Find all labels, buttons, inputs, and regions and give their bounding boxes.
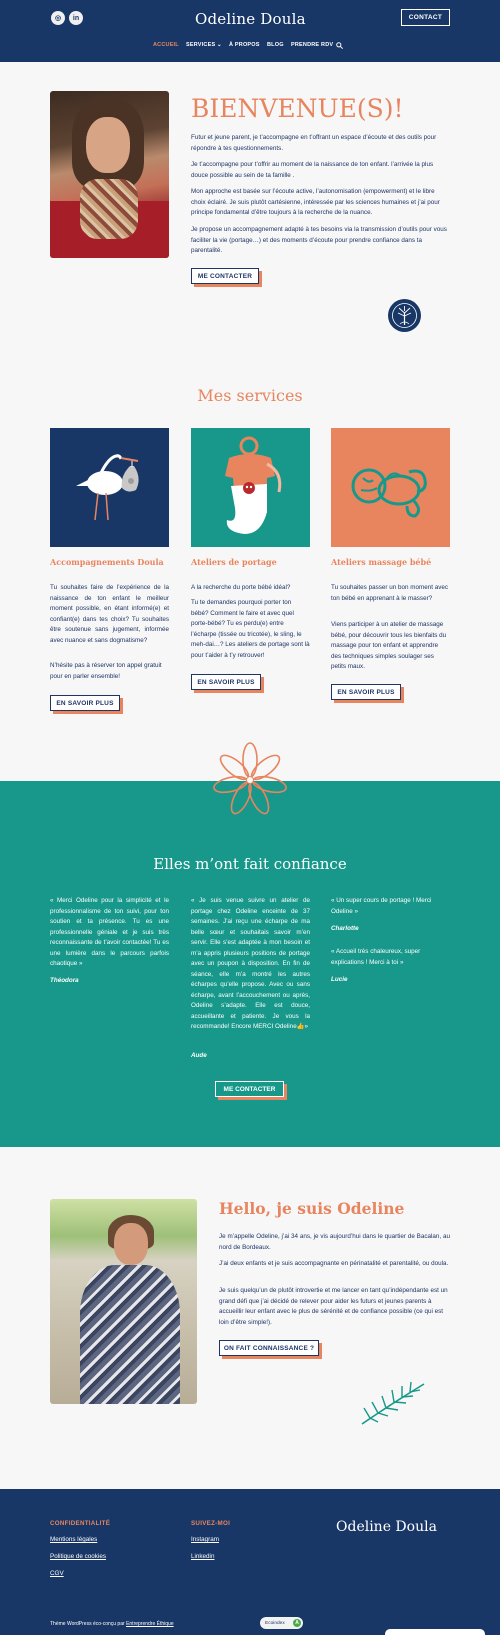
site-header [0, 0, 500, 62]
service-description: Viens participer à un atelier de massage bébé, pour découvrir tous les bienfaits du massage pour ton enfant et apprendre des techniques simples soulager ses petits maux. [331, 621, 447, 670]
nav-item-services[interactable]: SERVICES ⌄ [186, 42, 222, 48]
about-paragraph: Je m’appelle Odeline, j’ai 34 ans, je vis aujourd’hui dans le quartier de Bacalan, au nord de Bordeaux. [219, 1233, 450, 1251]
service-description: Tu souhaites faire de l’expérience de la naissance de ton enfant le meilleur moment possible, en étant informé(e) et confiant(e) dans tes choix? Tu souhaites être soutenue sans jugement, informée avec nuance et sans dogmatisme? [50, 584, 169, 644]
me-contacter-button[interactable]: ME CONTACTER [191, 268, 259, 284]
footer-link-cgv[interactable]: CGV [50, 1570, 64, 1577]
about-paragraph: J’ai deux enfants et je suis accompagnante en périnatalité et parentalité, ou doula. [219, 1260, 449, 1267]
footer-link-mentions[interactable]: Mentions légales [50, 1536, 98, 1543]
welcome-paragraph: Mon approche est basée sur l’écoute active, l’autonomisation (empowerment) et le libre choix éclairé. Je suis plutôt cartésienne, intéressée par les sciences humaines et j’ai pour principe fondamental d’être toujours à la recherche de la nuance. [191, 188, 440, 216]
contact-button[interactable]: CONTACT [401, 9, 450, 26]
testimonial-author: Lucie [331, 976, 348, 983]
on-fait-connaissance-button[interactable]: ON FAIT CONNAISSANCE ? [219, 1340, 319, 1356]
ecoindex-badge[interactable]: Ecoindex A [260, 1617, 303, 1629]
tree-logo-icon [388, 299, 421, 332]
odeline-babywearing-image [50, 1199, 197, 1404]
baby-carrier-illustration[interactable] [191, 428, 310, 547]
testimonial-text: « Accueil très chaleureux, super explications ! Merci à toi » [331, 948, 421, 966]
welcome-title: BIENVENUE(S)! [191, 94, 404, 123]
testimonial-text: « Je suis venue suivre un atelier de portage chez Odeline enceinte de 37 semaines. J’ai reçu une écharpe de ma belle sœur et souhaitais savoir m’en servir. Elle s’est adaptée à mon besoin et m’a appris plusieurs positions de portage avec un poupon à disposition. En fin de séance, elle m’a montré les autres écharpes qu’elle propose. Avec ou sans écharpe, avant l’accouchement ou après, Odeline s’adapte. Elle est douce, accueillante et patiente. Je vous la recommande! Encore MERCI Odeline👍» [191, 897, 310, 1030]
cookie-banner-edge[interactable] [385, 1629, 485, 1635]
about-paragraph: Je suis quelqu’un de plutôt introvertie et me lancer en tant qu’indépendante est un grand défi que j’ai décidé de relever pour aider les futurs et jeunes parents à accueillir leur enfant avec le plus de sérénité et de confiance possible (ce qui est loin d’être simple!). [219, 1287, 448, 1326]
footer-logo[interactable]: Odeline Doula [336, 1519, 437, 1535]
testimonial-author: Aude [191, 1052, 207, 1059]
footer-heading: CONFIDENTIALITÉ [50, 1520, 111, 1527]
credit-link[interactable]: Entreprendre Éthique [126, 1621, 174, 1627]
service-description: Tu te demandes pourquoi porter ton bébé? Comment le faire et avec quel porte-bébé? Tu es perdu(e) entre l’écharpe (tissée ou tricotée), le sling, le meh-dai…? Les ateliers de portage sont là pour t’aider à t’y retrouver! [191, 599, 310, 659]
service-title-doula[interactable]: Accompagnements Doula [50, 557, 164, 567]
flower-icon [207, 740, 293, 820]
service-title-portage[interactable]: Ateliers de portage [191, 557, 277, 567]
search-icon[interactable] [336, 42, 343, 49]
en-savoir-plus-button[interactable]: EN SAVOIR PLUS [191, 674, 261, 690]
service-description: A la recherche du porte bébé idéal? [191, 584, 291, 591]
footer-credit: Thème WordPress éco-conçu par Entreprendre Éthique [50, 1621, 174, 1627]
service-description: N’hésite pas à réserver ton appel gratuit pour en parler ensemble! [50, 662, 162, 680]
nav-item-prendre-rdv[interactable]: PRENDRE RDV [291, 42, 334, 48]
en-savoir-plus-button[interactable]: EN SAVOIR PLUS [331, 684, 401, 700]
nav-item-accueil[interactable]: ACCUEIL [153, 42, 179, 48]
ecoindex-grade: A [293, 1619, 301, 1627]
footer-link-instagram[interactable]: Instagram [191, 1536, 219, 1543]
footer-link-linkedin[interactable]: Linkedin [191, 1553, 215, 1560]
nav-item-a-propos[interactable]: À PROPOS [229, 42, 260, 48]
services-title: Mes services [197, 386, 303, 405]
testimonial-author: Charlotte [331, 925, 359, 932]
fern-leaf-icon [358, 1378, 428, 1428]
service-description: Tu souhaites passer un bon moment avec ton bébé en apprenant à le masser? [331, 584, 449, 602]
service-title-massage[interactable]: Ateliers massage bébé [331, 557, 432, 567]
footer-heading: SUIVEZ-MOI [191, 1520, 231, 1527]
testimonials-title: Elles m’ont fait confiance [153, 855, 347, 873]
linkedin-icon[interactable]: in [69, 11, 83, 25]
testimonial-text: « Merci Odeline pour la simplicité et le professionnalisme de ton suivi, pour ton soutien et ta présence. Tu es une professionnelle géniale et je suis très reconnaissante de t’avoir contactée! Tu es une lumière dans le parcours parfois chaotique » [50, 897, 169, 967]
about-title: Hello, je suis Odeline [219, 1199, 405, 1218]
welcome-paragraph: Je propose un accompagnement adapté à tes besoins via la transmission d’outils pour vous faciliter la vie (portage…) et des moments d’écoute pour prendre confiance dans ta parentalité. [191, 226, 447, 254]
welcome-paragraph: Je t’accompagne pour t’offrir au moment de la naissance de ton enfant. l’arrivée la plus douce possible au sein de ta famille . [191, 161, 434, 179]
instagram-icon[interactable]: ◎ [51, 11, 65, 25]
odeline-portrait-image [50, 91, 169, 258]
footer-link-cookies[interactable]: Politique de cookies [50, 1553, 107, 1560]
me-contacter-button[interactable]: ME CONTACTER [215, 1081, 284, 1097]
baby-massage-illustration[interactable] [331, 428, 450, 547]
site-logo[interactable]: Odeline Doula [195, 10, 306, 28]
testimonial-author: Théodora [50, 977, 79, 984]
nav-item-blog[interactable]: BLOG [267, 42, 284, 48]
en-savoir-plus-button[interactable]: EN SAVOIR PLUS [50, 695, 120, 711]
stork-illustration[interactable] [50, 428, 169, 547]
welcome-paragraph: Futur et jeune parent, je t’accompagne en t’offrant un espace d’écoute et des outils pour répondre à tes questionnements. [191, 134, 437, 152]
site-footer [0, 1489, 500, 1635]
testimonial-text: « Un super cours de portage ! Merci Odeline » [331, 897, 432, 915]
